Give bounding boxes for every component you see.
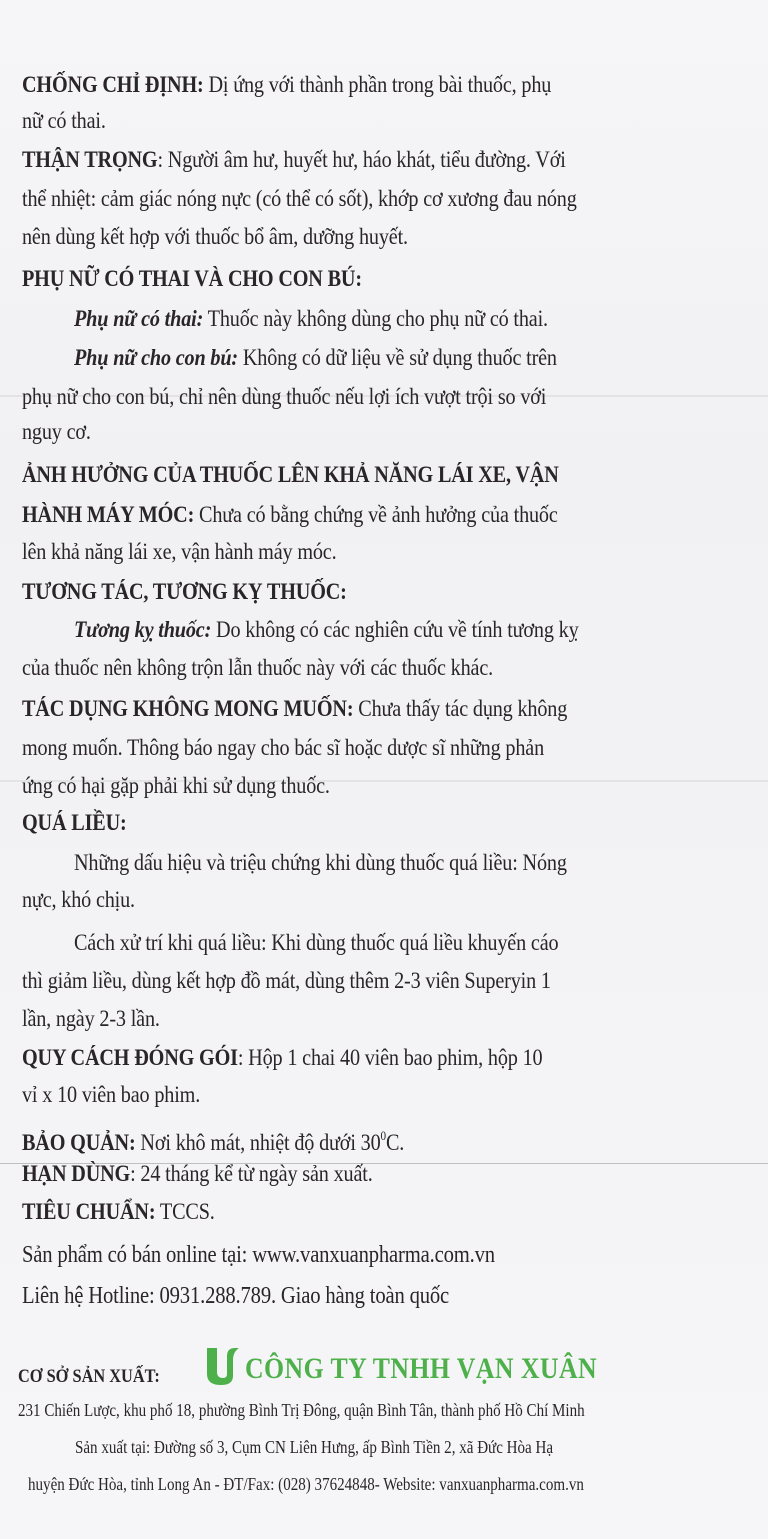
driving-line-2: lên khả năng lái xe, vận hành máy móc. — [22, 539, 337, 565]
driving-line-1: HÀNH MÁY MÓC: Chưa có bằng chứng về ảnh hưởng của thuốc — [22, 502, 558, 528]
overdose-treatment-2: thì giảm liều, dùng kết hợp đồ mát, dùng thêm 2-3 viên Superyin 1 — [22, 968, 551, 994]
packaging-heading: QUY CÁCH ĐÓNG GÓI — [22, 1045, 238, 1071]
standard-heading: TIÊU CHUẨN: — [22, 1199, 156, 1225]
driving-heading-2: HÀNH MÁY MÓC: — [22, 502, 195, 528]
degree-superscript: 0 — [380, 1128, 386, 1143]
storage-line: BẢO QUẢN: Nơi khô mát, nhiệt độ dưới $30^0C$. — [22, 1128, 405, 1156]
precautions-heading: THẬN TRỌNG — [22, 147, 158, 173]
side-effects-line-1: TÁC DỤNG KHÔNG MONG MUỐN: Chưa thấy tác dụng không — [22, 696, 568, 722]
head-office-address: 231 Chiến Lược, khu phố 18, phường Bình Trị Đông, quận Bình Tân, thành phố Hồ Chí Minh — [18, 1400, 585, 1420]
hotline-line: Liên hệ Hotline: 0931.288.789. Giao hàng toàn quốc — [22, 1283, 450, 1309]
interactions-line-2: của thuốc nên không trộn lẫn thuốc này với các thuốc khác. — [22, 655, 494, 681]
nursing-line-2: phụ nữ cho con bú, chỉ nên dùng thuốc nếu lợi ích vượt trội so với — [22, 384, 547, 410]
overdose-signs-1: Những dấu hiệu và triệu chứng khi dùng thuốc quá liều: Nóng — [74, 850, 567, 876]
interactions-line-1: Tương kỵ thuốc: Do không có các nghiên cứu về tính tương kỵ — [74, 617, 579, 643]
contraindications-line-1: CHỐNG CHỈ ĐỊNH: Dị ứng với thành phần trong bài thuốc, phụ — [22, 72, 552, 98]
company-name: CÔNG TY TNHH VẠN XUÂN — [245, 1352, 598, 1385]
overdose-heading: QUÁ LIỀU: — [22, 810, 127, 836]
pregnant-line: Phụ nữ có thai: Thuốc này không dùng cho phụ nữ có thai. — [74, 306, 548, 332]
expiry-line: HẠN DÙNG: 24 tháng kể từ ngày sản xuất. — [22, 1161, 373, 1187]
driving-heading-1: ẢNH HƯỞNG CỦA THUỐC LÊN KHẢ NĂNG LÁI XE, VẬN — [22, 462, 559, 488]
precautions-line-2: thể nhiệt: cảm giác nóng nực (có thể có sốt), khớp cơ xương đau nóng — [22, 186, 577, 212]
factory-address-line-1: Sản xuất tại: Đường số 3, Cụm CN Liên Hưng, ấp Bình Tiền 2, xã Đức Hòa Hạ — [75, 1437, 554, 1457]
expiry-heading: HẠN DÙNG — [22, 1161, 131, 1187]
nursing-label: Phụ nữ cho con bú: — [74, 345, 239, 371]
overdose-treatment-3: lần, ngày 2-3 lần. — [22, 1006, 160, 1032]
pregnant-label: Phụ nữ có thai: — [74, 306, 204, 332]
standard-line: TIÊU CHUẨN: TCCS. — [22, 1199, 215, 1225]
contraindications-heading: CHỐNG CHỈ ĐỊNH: — [22, 72, 204, 98]
precautions-line-3: nên dùng kết hợp với thuốc bổ âm, dưỡng huyết. — [22, 224, 408, 250]
interactions-label: Tương kỵ thuốc: — [74, 617, 212, 643]
vanxuan-logo-icon — [205, 1346, 241, 1386]
packaging-line-2: vỉ x 10 viên bao phim. — [22, 1082, 201, 1108]
interactions-heading: TƯƠNG TÁC, TƯƠNG KỴ THUỐC: — [22, 579, 347, 605]
pregnancy-heading: PHỤ NỮ CÓ THAI VÀ CHO CON BÚ: — [22, 266, 362, 292]
side-effects-heading: TÁC DỤNG KHÔNG MONG MUỐN: — [22, 696, 354, 722]
factory-address-line-2: huyện Đức Hòa, tỉnh Long An - ĐT/Fax: (028) 37624848- Website: vanxuanpharma.com.vn — [28, 1474, 584, 1494]
precautions-line-1: THẬN TRỌNG: Người âm hư, huyết hư, háo khát, tiểu đường. Với — [22, 147, 566, 173]
side-effects-line-3: ứng có hại gặp phải khi sử dụng thuốc. — [22, 773, 330, 799]
contraindications-line-2: nữ có thai. — [22, 108, 106, 134]
overdose-signs-2: nực, khó chịu. — [22, 887, 135, 913]
nursing-line-1: Phụ nữ cho con bú: Không có dữ liệu về sử dụng thuốc trên — [74, 345, 557, 371]
manufacturer-label: CƠ SỞ SẢN XUẤT: — [18, 1366, 160, 1387]
side-effects-line-2: mong muốn. Thông báo ngay cho bác sĩ hoặc dược sĩ những phản — [22, 735, 545, 761]
packaging-line-1: QUY CÁCH ĐÓNG GÓI: Hộp 1 chai 40 viên bao phim, hộp 10 — [22, 1045, 543, 1071]
storage-heading: BẢO QUẢN: — [22, 1130, 136, 1156]
nursing-line-3: nguy cơ. — [22, 419, 91, 445]
overdose-treatment-1: Cách xử trí khi quá liều: Khi dùng thuốc quá liều khuyến cáo — [74, 930, 559, 956]
online-shop-line: Sản phẩm có bán online tại: www.vanxuanpharma.com.vn — [22, 1242, 495, 1268]
